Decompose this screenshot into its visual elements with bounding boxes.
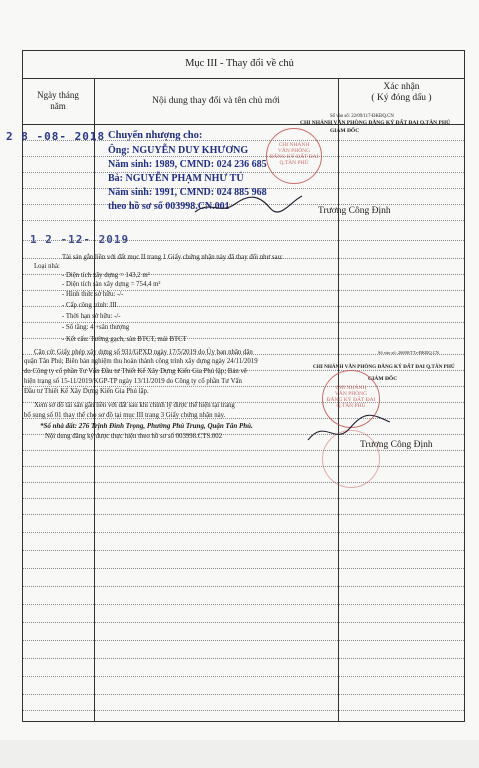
seal-text: CHI NHÁNH (335, 385, 367, 391)
ruled-line (23, 482, 464, 483)
entry1-signature (190, 190, 310, 220)
entry2-line: - Số tầng: 4 +sân thượng (62, 324, 130, 331)
confirm-column-header (338, 82, 465, 104)
entry2-registry-number: Số vào sổ: 26690/TTr-ĐKĐQ.CN (378, 350, 439, 355)
ruled-line (23, 658, 464, 659)
seal-text: ĐĂNG KÝ ĐẤT ĐAI (269, 154, 319, 160)
entry1-official-seal (266, 128, 322, 184)
entry2-line: Căn cứ: Giấy phép xây dựng số 931/GPXD ngày 17/5/2019 do Ủy ban nhân dân (34, 349, 253, 356)
seal-text: ĐĂNG KÝ ĐẤT ĐAI (326, 397, 376, 403)
entry2-office-name: CHI NHÁNH VĂN PHÒNG ĐĂNG KÝ ĐẤT ĐAI Q.TÂN PHÚ (313, 364, 455, 370)
ruled-line (23, 586, 464, 587)
entry2-line: - Hình thức sở hữu: -/- (62, 291, 124, 298)
entry2-line: quận Tân Phú; Biên bản nghiệm thu hoàn thành công trình xây dựng ngày 24/11/2019 (24, 358, 258, 365)
entry2-line: Xem sơ đồ tài sản gắn liền với đất sau khi chỉnh lý được thể hiện tại trang (34, 402, 235, 409)
entry2-line: Nội dung đăng ký được thực hiện theo hồ sơ số 003998.CTS.002 (45, 433, 223, 440)
entry1-date-stamp: 2 8 -08- 2018 (6, 130, 106, 143)
entry1-line: Bà: NGUYỄN PHẠM NHƯ TÚ (108, 173, 244, 184)
entry1-line: Ông: NGUYỄN DUY KHƯƠNG (108, 145, 249, 156)
ruled-line (23, 220, 464, 221)
ruled-line (23, 622, 464, 623)
entry2-director-title: GIÁM ĐỐC (368, 376, 398, 382)
content-column-header: Nội dung thay đổi và tên chủ mới (152, 96, 280, 106)
ruled-line (23, 514, 464, 515)
ruled-line (23, 676, 464, 677)
ruled-line (23, 532, 464, 533)
entry1-line: Năm sinh: 1991, CMND: 024 885 968 (108, 187, 267, 198)
entry2-line: Loại nhà: (34, 263, 60, 270)
seal-text: CHI NHÁNH (278, 142, 310, 148)
ruled-line (23, 322, 464, 323)
ruled-line (23, 550, 464, 551)
seal-text: VĂN PHÒNG (334, 391, 368, 397)
ruled-line (23, 386, 464, 387)
entry2-line: - Cấp công trình: III (62, 302, 117, 309)
entry2-line: Tài sản gắn liền với đất mục II trang 1 Giấy chứng nhận này đã thay đổi như sau: (62, 254, 283, 261)
entry2-date-stamp: 1 2 -12- 2019 (30, 233, 130, 246)
page-background (0, 740, 479, 768)
entry2-line: Đầu tư Thiết Kế Xây Dựng Kiến Gia Phú lập. (24, 388, 149, 395)
header-top-rule (22, 78, 465, 79)
entry1-office-name: CHI NHÁNH VĂN PHÒNG ĐĂNG KÝ ĐẤT ĐAI Q.TÂN PHÚ (300, 120, 451, 126)
header-confirm-line1: Xác nhận (383, 82, 420, 92)
entry1-signer-name: Trương Công Định (318, 206, 391, 216)
entry2-line: - Diện tích xây dựng = 143,2 m² (62, 272, 150, 279)
ruled-line (23, 466, 464, 467)
seal-text: VĂN PHÒNG (277, 148, 311, 154)
entry1-line: Năm sinh: 1989, CMND: 024 236 685 (108, 159, 267, 170)
ruled-line (23, 604, 464, 605)
header-date-line2: năm (50, 101, 66, 111)
entry2-line: - Kết cấu: Tường gạch, sàn BTCT, mái BTCT (62, 336, 187, 343)
entry2-line: bổ sung số 01 thay thế cho sơ đồ tại mục III trang 3 Giấy chứng nhận này. (24, 412, 226, 419)
header-date-line1: Ngày tháng (37, 90, 79, 100)
entry1-line: theo hồ sơ số 003998.CN.001 (108, 201, 230, 212)
section-title: Mục III - Thay đổi về chủ (185, 58, 294, 69)
entry1-line: Chuyển nhượng cho: (108, 130, 203, 141)
ruled-line (23, 450, 464, 451)
ruled-line (23, 694, 464, 695)
ruled-line (23, 498, 464, 499)
ruled-line (23, 156, 464, 157)
entry2-signer-name: Trương Công Định (360, 440, 433, 450)
ruled-line (23, 640, 464, 641)
header-confirm-line2: ( Ký đóng dấu ) (371, 93, 432, 103)
entry1-registry-number: Số vào sổ: 22/09/117-ĐKĐQ.CN (330, 114, 394, 119)
ruled-line (23, 710, 464, 711)
entry2-address-line: *Số nhà đất: 276 Trịnh Đình Trọng, Phường Phú Trung, Quận Tân Phú. (40, 422, 253, 430)
entry2-line: do Công ty cổ phần Tư Vấn Đầu tư Thiết Kế Xây Dựng Kiến Gia Phú lập; Bản vẽ (24, 368, 247, 375)
ruled-line (23, 568, 464, 569)
entry1-director-title: GIÁM ĐỐC (330, 128, 360, 134)
seal-text: Q.TÂN PHÚ (336, 403, 366, 409)
entry2-line: - Diện tích sàn xây dựng = 754,4 m² (62, 281, 161, 288)
seal-text: Q.TÂN PHÚ (279, 160, 309, 166)
entry2-line: - Thời hạn sở hữu: -/- (62, 313, 121, 320)
date-column-divider (94, 78, 95, 722)
date-column-header (22, 90, 94, 112)
entry2-line: hiện trạng số 15-11/2019/KGP-TP ngày 13/11/2019 do Công ty cổ phần Tư Vấn (24, 378, 242, 385)
